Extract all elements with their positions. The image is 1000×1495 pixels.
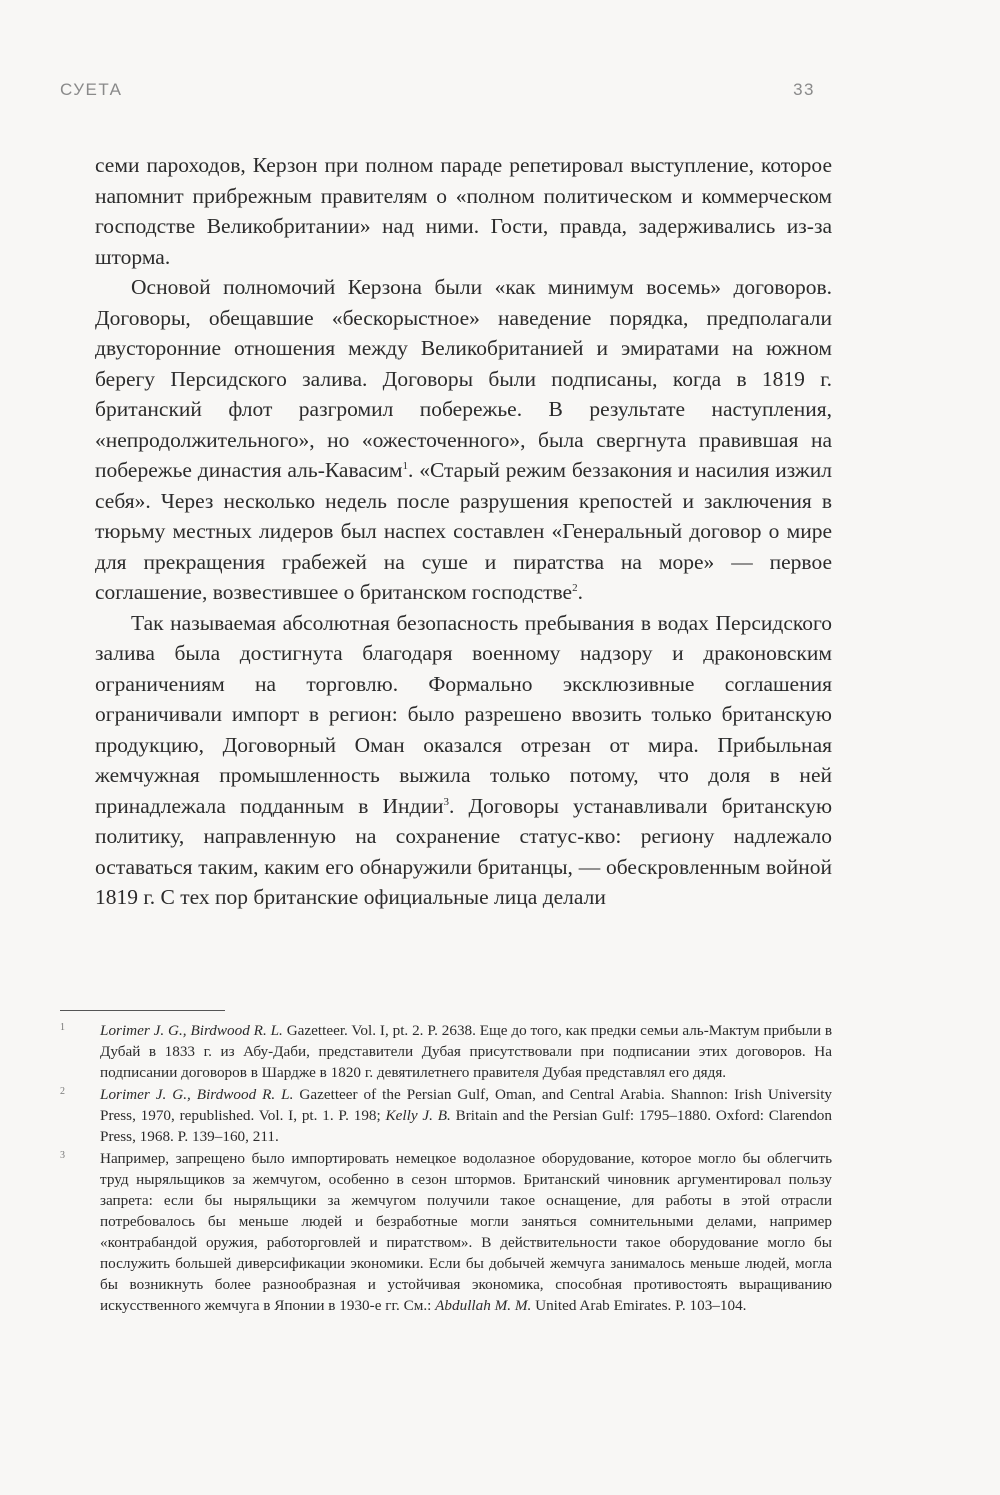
footnote-ref-3[interactable]: 3 [443,795,449,808]
running-head [60,80,815,100]
footnote-body: Например, запрещено было импортировать немецкое водолазное оборудование, которое могло бы облегчить труд ныряльщиков за жемчугом, особенно в сезон штормов. Британский чиновник аргументировал пользу запрета: если бы ныряльщики за жемчугом получили такое оснащение, для работы в этой отрасли потребовалось бы меньше людей и безработные могли заняться сомнительными делами, например «контрабандой оружия, работорговлей и пиратством». В действительности такое оборудование могло бы послужить большей диверсификации экономики. Если бы добычей жемчуга занималось меньше людей, могла бы возникнуть более разнообразная и устойчивая экономика, способная противостоять выращиванию искусственного жемчуга в Японии в 1930-е гг. См.: [100,1150,832,1314]
footnote-text [100,1020,832,1083]
paragraph-2-part-b: . «Старый режим беззакония и насилия изжил себя». Через несколько недель после разрушения крепостей и заключения в тюрьму местных лидеров был наспех составлен «Генеральный договор о мире для прекращения грабежей на суше и пиратства на море» — первое соглашение, возвестившее о британском господстве [95,458,832,604]
footnote-body-2: United Arab Emirates. P. 103–104. [531,1297,747,1314]
paragraph-2 [95,272,832,608]
footnote-author: Lorimer J. G., Birdwood R. L. [100,1086,294,1103]
footnote-3 [60,1148,832,1316]
footnotes [60,1020,832,1317]
paragraph-3-part-b: . Договоры устанавливали британскую политику, направленную на сохранение статус-кво: региону надлежало оставаться таким, каким его обнаружили британцы, — обескровленным войной 1819 г. С тех пор британские официальные лица делали [95,793,833,909]
paragraph-3 [95,608,832,913]
footnote-2 [60,1084,832,1147]
paragraph-3-part-a: Так называемая абсолютная безопасность пребывания в водах Персидского залива была достигнута благодаря военному надзору и драконовским ограничениям на торговлю. Формально эксклюзивные соглашения ограничивали импорт в регион: было разрешено ввозить только британскую продукцию, Договорный Оман оказался отрезан от мира. Прибыльная жемчужная промышленность выжила только потому, что доля в ней принадлежала подданным в Индии [95,610,832,818]
footnote-ref-2[interactable]: 2 [572,581,578,594]
footnote-ref-1[interactable]: 1 [402,459,409,472]
footnote-author-2: Kelly J. B. [385,1107,451,1124]
footnote-body: Gazetteer. Vol. I, pt. 2. P. 2638. Еще до того, как предки семьи аль-Мактум прибыли в Дубай в 1833 г. из Абу-Даби, представители Дубая присутствовали при подписании этих договоров. На подписании договоров в Шардже в 1820 г. девятилетнего правителя Дубая представлял его дядя. [100,1022,833,1081]
footnote-body-2: Britain and the Persian Gulf: 1795–1880. Oxford: Clarendon Press, 1968. P. 139–160, 211. [100,1107,832,1145]
footnote-author: Abdullah M. M. [435,1297,532,1314]
paragraph-1: семи пароходов, Керзон при полном параде репетировал выступление, которое напомнит прибрежным правителям о «полном политическом и коммерческом господстве Великобритании» над ними. Гости, правда, задерживались из-за шторма. [95,153,832,269]
section-title: СУЕТА [60,80,123,99]
paragraph-2-part-c: . [577,580,583,604]
page-number: 33 [793,80,815,99]
footnote-number: 3 [60,1150,65,1161]
footnote-body: Gazetteer of the Persian Gulf, Oman, and Central Arabia. Shannon: Irish University Press, 1970, republished. Vol. I, pt. 1. P. 198; [100,1086,833,1124]
footnote-1 [60,1020,832,1083]
paragraph-2-part-a: Основой полномочий Керзона были «как минимум восемь» договоров. Договоры, обещавшие «бескорыстное» наведение порядка, предполагали двусторонние отношения между Великобританией и эмиратами на южном берегу Персидского залива. Договоры были подписаны, когда в 1819 г. британский флот разгромил побережье. В результате наступления, «непродолжительного», но «ожесточенного», была свергнута правившая на побережье династия аль-Кавасим [95,275,832,482]
footnote-text [100,1084,832,1147]
footnote-number: 2 [60,1086,65,1097]
footnote-author: Lorimer J. G., Birdwood R. L. [100,1022,283,1039]
footnote-divider [60,1010,225,1011]
main-text [95,150,832,913]
footnote-number: 1 [60,1022,65,1033]
footnote-text [100,1148,832,1316]
